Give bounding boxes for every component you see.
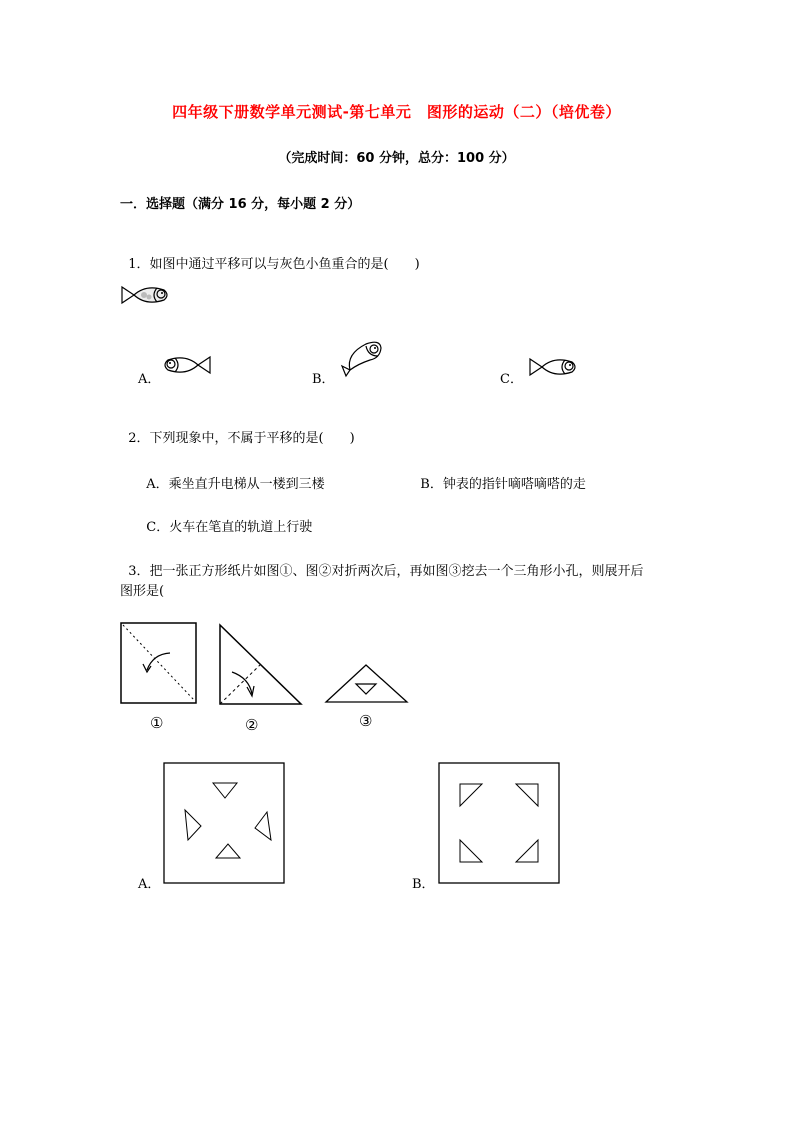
question-text: 下列现象中，不属于平移的是( ) [149,431,355,446]
option-text: 乘坐直升电梯从一楼到三楼 [168,477,325,492]
cut-triangle-figure-3 [325,664,409,704]
question-3 [120,545,644,579]
question-text: 如图中通过平移可以与灰色小鱼重合的是( ) [149,257,420,272]
document-subtitle: （完成时间：60 分钟，总分：100 分） [278,151,515,166]
fish-tilted-up-icon[interactable] [340,340,384,378]
fish-facing-left-icon[interactable] [164,354,212,376]
section-heading: 一．选择题（满分 16 分，每小题 2 分） [120,197,361,212]
q1-option-c-label: C． [500,372,523,387]
figure-caption-3: ③ [359,712,373,730]
question-2 [120,412,355,446]
document-title: 四年级下册数学单元测试-第七单元 图形的运动（二）（培优卷） [172,103,621,121]
question-number: 1． [128,257,150,272]
folding-triangle-figure-2 [219,624,303,706]
fish-facing-right-icon[interactable] [528,356,576,378]
figure-caption-2: ② [245,716,259,734]
option-label: C． [146,520,170,535]
q3-option-a-label: A． [138,877,161,892]
q2-option-a[interactable] [138,458,325,492]
option-text: 火车在笔直的轨道上行驶 [169,520,313,535]
square-with-four-triangles-pointing-center-icon[interactable] [163,762,286,885]
figure-caption-1: ① [150,714,164,732]
option-label: B． [420,477,443,492]
q1-option-a-label: A． [138,372,161,387]
question-number: 2． [128,431,150,446]
folding-square-figure-1 [120,622,198,704]
q2-option-c[interactable] [138,501,312,535]
square-with-four-corner-triangles-icon[interactable] [438,762,561,885]
q1-option-b-label: B． [312,372,335,387]
q3-option-b-label: B． [412,877,435,892]
option-label: A． [146,477,169,492]
q2-option-b[interactable] [412,458,586,492]
option-text: 钟表的指针嘀嗒嘀嗒的走 [442,477,586,492]
question-1 [120,238,420,272]
question-3-line2: 图形是( [120,584,165,599]
gray-fish-icon [120,284,168,306]
question-text-line1: 把一张正方形纸片如图①、图②对折两次后，再如图③挖去一个三角形小孔，则展开后 [149,564,644,579]
question-number: 3． [128,564,150,579]
